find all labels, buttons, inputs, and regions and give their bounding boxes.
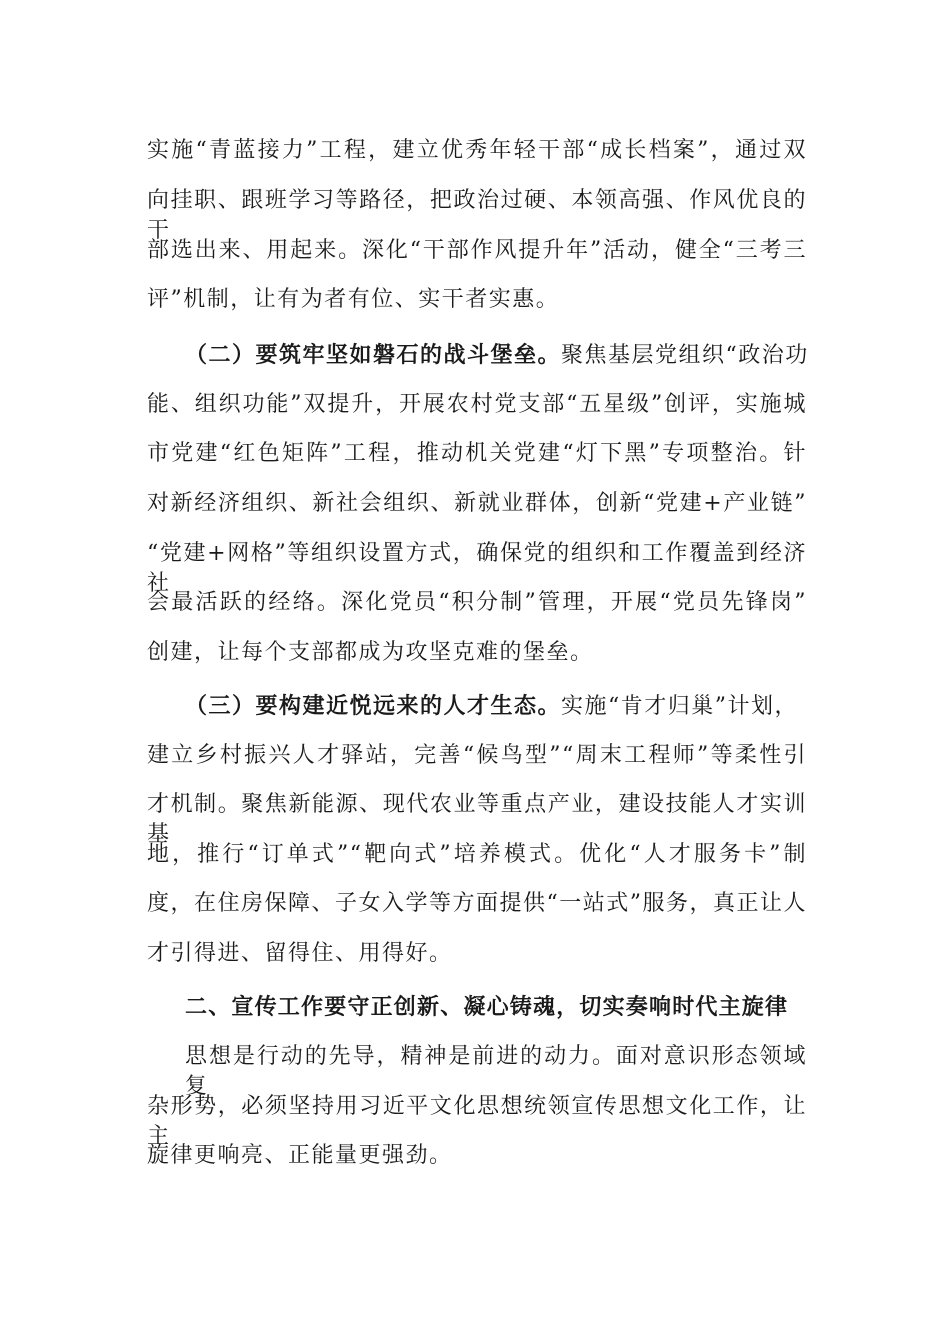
subsection-heading: （二）要筑牢坚如磐石的战斗堡垒。 <box>185 342 562 368</box>
paragraph-line: 市党建“红色矩阵”工程，推动机关党建“灯下黑”专项整治。针 <box>147 441 807 466</box>
paragraph-line: 思想是行动的先导，精神是前进的动力。面对意识形态领域复 <box>185 1044 807 1099</box>
paragraph-first-line <box>185 691 807 721</box>
paragraph-line: 才引得进、留得住、用得好。 <box>147 941 453 966</box>
paragraph-line: 会最活跃的经络。深化党员“积分制”管理，开展“党员先锋岗” <box>147 590 807 615</box>
paragraph-line: 向挂职、跟班学习等路径，把政治过硬、本领高强、作风优良的干 <box>147 188 807 243</box>
paragraph-text: 实施“肯才归巢”计划， <box>561 694 799 719</box>
paragraph-first-line <box>185 340 807 370</box>
paragraph-line: 对新经济组织、新社会组织、新就业群体，创新“党建+产业链” <box>147 491 807 516</box>
paragraph-line: “党建+网格”等组织设置方式，确保党的组织和工作覆盖到经济社 <box>147 541 807 596</box>
paragraph-line: 才机制。聚焦新能源、现代农业等重点产业，建设技能人才实训基 <box>147 792 807 847</box>
paragraph-line: 实施“青蓝接力”工程，建立优秀年轻干部“成长档案”，通过双 <box>147 138 807 163</box>
paragraph-text: 聚焦基层党组织“政治功 <box>561 343 809 368</box>
paragraph-line: 杂形势，必须坚持用习近平文化思想统领宣传思想文化工作，让主 <box>147 1094 807 1149</box>
paragraph-line: 旋律更响亮、正能量更强劲。 <box>147 1143 453 1168</box>
section-heading: 二、宣传工作要守正创新、凝心铸魂，切实奏响时代主旋律 <box>185 994 789 1020</box>
paragraph-line: 能、组织功能”双提升，开展农村党支部“五星级”创评，实施城 <box>147 392 807 417</box>
paragraph-line: 评”机制，让有为者有位、实干者实惠。 <box>147 287 560 312</box>
paragraph-line: 创建，让每个支部都成为攻坚克难的堡垒。 <box>147 640 594 665</box>
paragraph-line: 度，在住房保障、子女入学等方面提供“一站式”服务，真正让人 <box>147 891 807 916</box>
subsection-heading: （三）要构建近悦远来的人才生态。 <box>185 693 562 719</box>
paragraph-line: 部选出来、用起来。深化“干部作风提升年”活动，健全“三考三 <box>147 238 807 263</box>
paragraph-line: 地，推行“订单式”“靶向式”培养模式。优化“人才服务卡”制 <box>147 842 807 867</box>
paragraph-line: 建立乡村振兴人才驿站，完善“候鸟型”“周末工程师”等柔性引 <box>147 743 807 768</box>
